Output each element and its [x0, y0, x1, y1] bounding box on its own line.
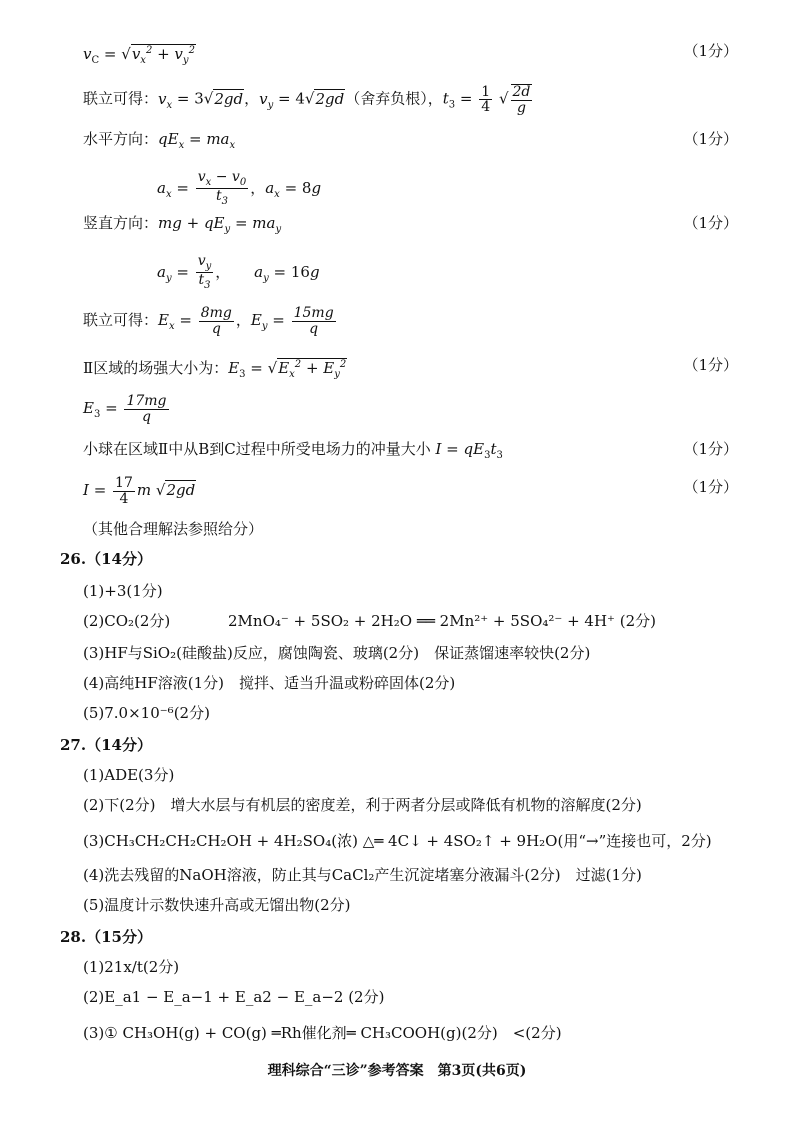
- score: （1分）: [683, 130, 738, 148]
- score: （1分）: [683, 356, 738, 374]
- score: （1分）: [683, 478, 738, 496]
- q28-item-2: (2)E_a1 − E_a−1 + E_a2 − E_a−2 (2分): [83, 988, 385, 1006]
- eq-e3-value: $E_3$ = $\frac{17mg}{q}$: [83, 393, 167, 425]
- note: （其他合理解法参照给分）: [83, 520, 264, 538]
- q26-item-2a: (2)CO₂(2分): [83, 612, 171, 630]
- eq-ay: $a_y$ = $\frac{v_y}{t_3}$ ， $a_y = 16g$: [157, 253, 320, 292]
- eq-combine-v: 联立可得：$v_x = 3√2gd$，$v_y = 4√2gd$（舍弃负根），$t_3$ = $\frac{1}{4}$ √ $\frac{2d}{g}$: [83, 83, 531, 116]
- score: （1分）: [683, 214, 738, 232]
- score: （1分）: [683, 42, 738, 60]
- q26-item-4: (4)高纯HF溶液(1分) 搅拌、适当升温或粉碎固体(2分): [83, 674, 456, 692]
- q27-item-5: (5)温度计示数快速升高或无馏出物(2分): [83, 896, 351, 914]
- q26-item-3: (3)HF与SiO₂(硅酸盐)反应，腐蚀陶瓷、玻璃(2分) 保证蒸馏速率较快(2分): [83, 644, 591, 662]
- q26-item-5: (5)7.0×10⁻⁶(2分): [83, 704, 210, 722]
- eq-ax: $a_x$ = $\frac{v_x - v_0}{t_3}$ ，$a_x = 8g$: [157, 169, 322, 208]
- q28-item-1: (1)21x/t(2分): [83, 958, 180, 976]
- q26-item-1: (1)+3(1分): [83, 582, 163, 600]
- question-26-heading: 26.（14分）: [60, 550, 152, 568]
- eq-combine-e: 联立可得：$E_x$ = $\frac{8mg}{q}$ ，$E_y$ = $\frac{15mg}{q}$: [83, 305, 334, 337]
- eq-impulse: 小球在区域Ⅱ中从B到C过程中所受电场力的冲量大小 $I = qE_3t_3$: [83, 440, 503, 461]
- q27-item-1: (1)ADE(3分): [83, 766, 175, 784]
- eq-vertical: 竖直方向：mg + $qE_y = ma_y$: [83, 214, 282, 235]
- q27-item-4: (4)洗去残留的NaOH溶液，防止其与CaCl₂产生沉淀堵塞分液漏斗(2分) 过滤(1分): [83, 866, 642, 884]
- score: （1分）: [683, 440, 738, 458]
- q26-item-2b: 2MnO₄⁻ + 5SO₂ + 2H₂O ══ 2Mn²⁺ + 5SO₄²⁻ + 4H⁺ (2分): [228, 612, 656, 630]
- question-28-heading: 28.（15分）: [60, 928, 152, 946]
- question-27-heading: 27.（14分）: [60, 736, 152, 754]
- eq-horizontal: 水平方向：$qE_x = ma_x$: [83, 130, 236, 151]
- q27-item-3: (3)CH₃CH₂CH₂CH₂OH + 4H₂SO₄(浓) △═ 4C↓ + 4SO₂↑ + 9H₂O(用“→”连接也可，2分): [83, 832, 712, 850]
- page-footer: 理科综合“三诊”参考答案 第3页(共6页): [267, 1063, 527, 1079]
- q28-item-3: (3)① CH₃OH(g) + CO(g) ═Rh催化剂═ CH₃COOH(g)(2分) <(2分): [83, 1024, 562, 1042]
- eq-e3: Ⅱ区域的场强大小为：$E_3 = √E_x^2 + E_y^2$: [83, 359, 347, 380]
- q27-item-2: (2)下(2分) 增大水层与有机层的密度差，利于两者分层或降低有机物的溶解度(2分): [83, 796, 642, 814]
- eq-vc: $v_C = √v_x^2 + v_y^2$: [83, 45, 195, 66]
- eq-impulse-value: I = $\frac{17}{4}$ m √2gd: [83, 475, 196, 507]
